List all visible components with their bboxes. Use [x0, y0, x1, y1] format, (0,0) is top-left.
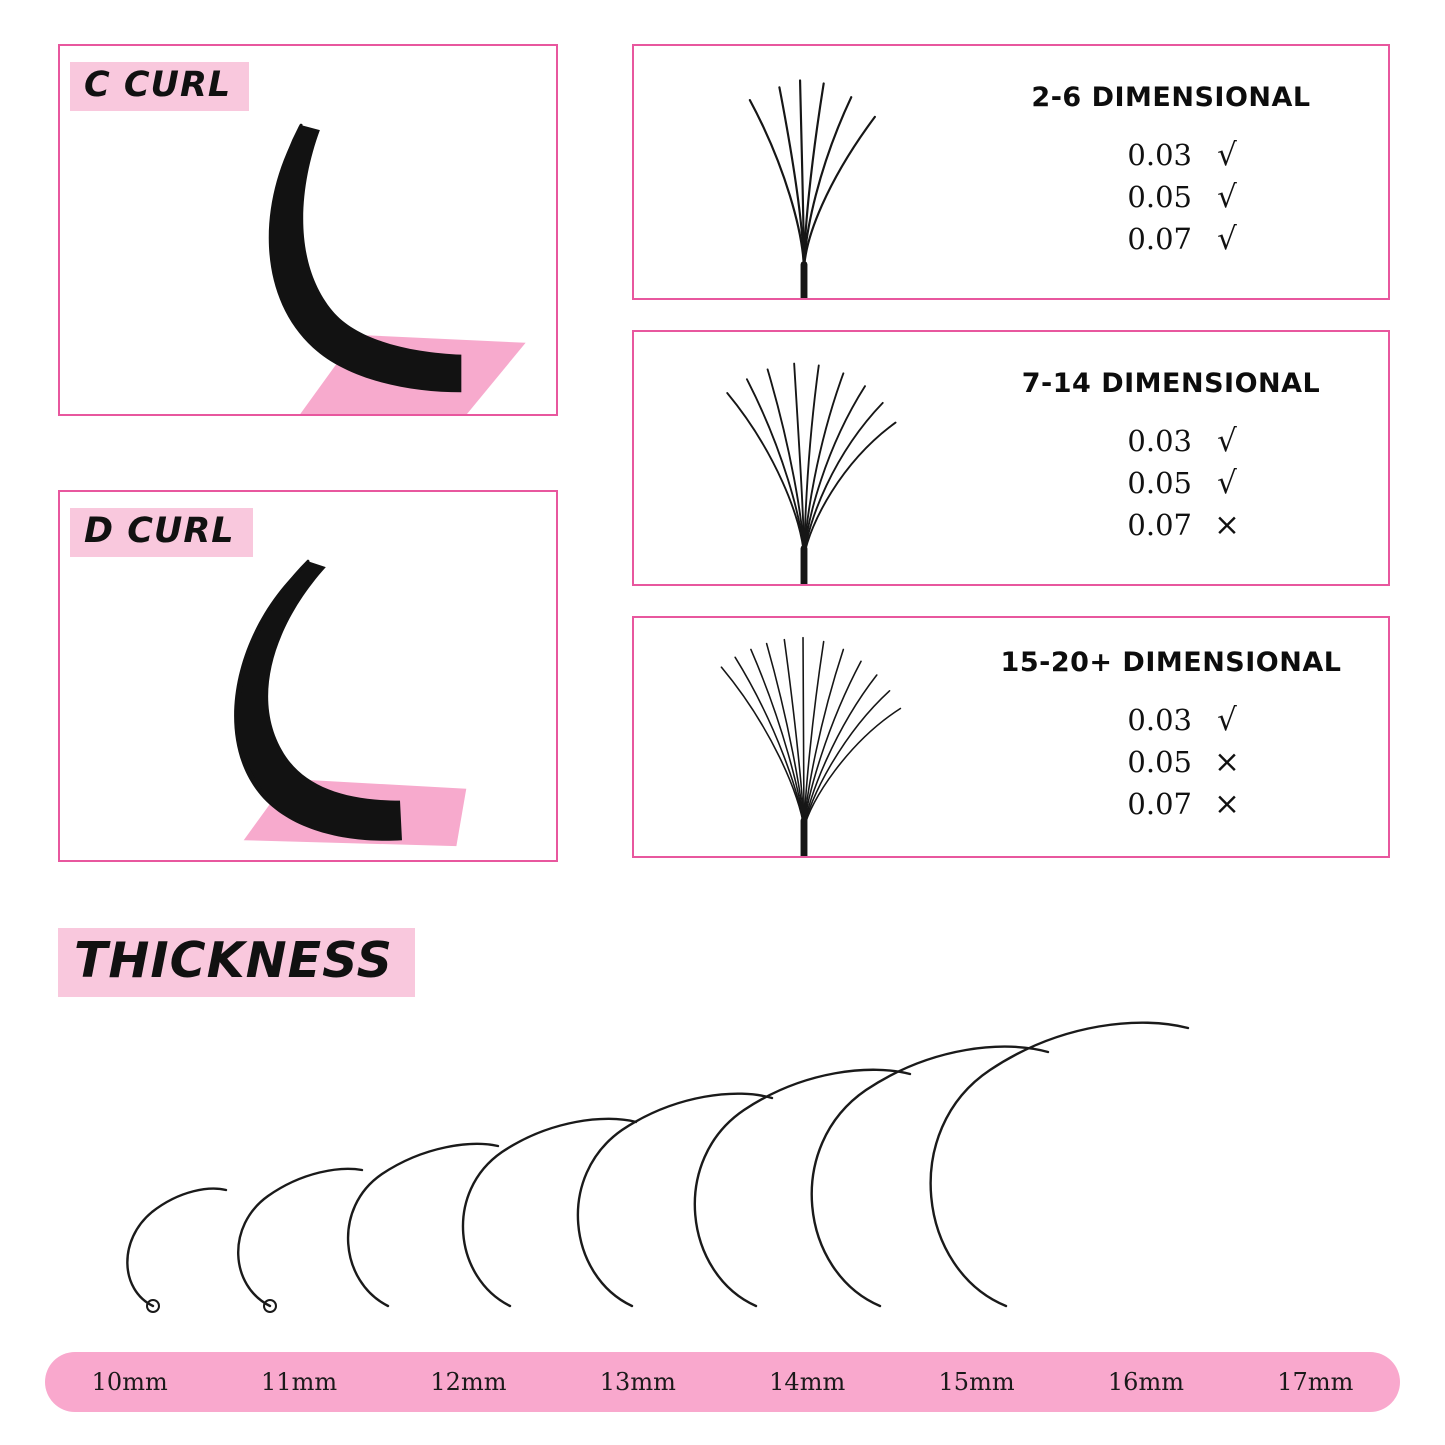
availability-mark: √ — [1217, 178, 1237, 215]
length-label: 11mm — [261, 1368, 338, 1396]
availability-mark: √ — [1217, 220, 1237, 257]
availability-mark: × — [1214, 506, 1240, 543]
fan-illustration-15-20 — [654, 618, 954, 856]
length-label: 10mm — [91, 1368, 168, 1396]
availability-row — [1080, 507, 1262, 543]
availability-mark: √ — [1217, 701, 1237, 738]
availability-mark: √ — [1217, 422, 1237, 459]
d-curl-panel — [58, 490, 558, 862]
thickness-value: 0.05 — [1127, 179, 1192, 214]
dimensional-info-7-14 — [964, 332, 1378, 584]
thickness-availability-list — [1080, 131, 1262, 263]
lash-length-illustration — [40, 960, 1410, 1330]
availability-mark: √ — [1217, 464, 1237, 501]
thickness-value: 0.03 — [1127, 702, 1192, 737]
d-curl-label: D CURL — [70, 508, 253, 557]
availability-row — [1080, 423, 1262, 459]
length-label: 16mm — [1107, 1368, 1184, 1396]
availability-row — [1080, 702, 1262, 738]
thickness-label: THICKNESS — [58, 928, 415, 997]
thickness-value: 0.03 — [1127, 423, 1192, 458]
thickness-availability-list — [1080, 417, 1262, 549]
thickness-value: 0.07 — [1127, 786, 1192, 821]
dimensional-title: 2-6 DIMENSIONAL — [1031, 81, 1311, 113]
c-curl-panel — [58, 44, 558, 416]
availability-row — [1080, 465, 1262, 501]
availability-mark: × — [1214, 785, 1240, 822]
availability-mark: √ — [1217, 136, 1237, 173]
length-label: 15mm — [938, 1368, 1015, 1396]
c-curl-illustration — [60, 46, 556, 414]
thickness-availability-list — [1080, 696, 1262, 828]
thickness-value: 0.03 — [1127, 137, 1192, 172]
length-label: 14mm — [769, 1368, 846, 1396]
dimensional-panel-15-20 — [632, 616, 1390, 858]
dimensional-title: 15-20+ DIMENSIONAL — [1000, 646, 1342, 678]
dimensional-panel-2-6 — [632, 44, 1390, 300]
thickness-value: 0.07 — [1127, 221, 1192, 256]
availability-row — [1080, 786, 1262, 822]
dimensional-panel-7-14 — [632, 330, 1390, 586]
dimensional-info-2-6 — [964, 46, 1378, 298]
length-label: 13mm — [599, 1368, 676, 1396]
d-curl-illustration — [60, 492, 556, 860]
dimensional-title: 7-14 DIMENSIONAL — [1021, 367, 1321, 399]
fan-illustration-2-6 — [654, 46, 954, 298]
availability-row — [1080, 179, 1262, 215]
availability-mark: × — [1214, 743, 1240, 780]
dimensional-info-15-20 — [964, 618, 1378, 856]
c-curl-label: C CURL — [70, 62, 249, 111]
fan-illustration-7-14 — [654, 332, 954, 584]
thickness-value: 0.05 — [1127, 465, 1192, 500]
availability-row — [1080, 137, 1262, 173]
thickness-value: 0.05 — [1127, 744, 1192, 779]
thickness-value: 0.07 — [1127, 507, 1192, 542]
length-label: 17mm — [1277, 1368, 1354, 1396]
availability-row — [1080, 221, 1262, 257]
length-scale-bar — [45, 1352, 1400, 1412]
length-label: 12mm — [430, 1368, 507, 1396]
availability-row — [1080, 744, 1262, 780]
